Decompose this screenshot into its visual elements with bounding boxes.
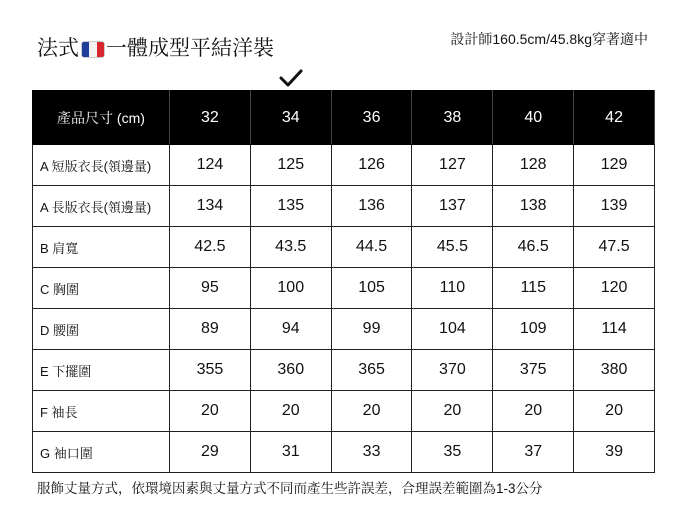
table-cell: 138 — [493, 186, 574, 227]
size-header-38: 38 — [412, 91, 493, 145]
table-cell: 42.5 — [170, 227, 251, 268]
row-label: C 胸圍 — [33, 268, 170, 309]
table-cell: 89 — [170, 309, 251, 350]
table-cell: 126 — [331, 145, 412, 186]
table-cell: 124 — [170, 145, 251, 186]
table-cell: 375 — [493, 350, 574, 391]
table-cell: 35 — [412, 432, 493, 473]
table-cell: 47.5 — [574, 227, 655, 268]
table-cell: 46.5 — [493, 227, 574, 268]
table-cell: 43.5 — [250, 227, 331, 268]
france-flag-icon — [82, 42, 104, 57]
table-row — [33, 186, 655, 227]
table-cell: 20 — [493, 391, 574, 432]
table-cell: 95 — [170, 268, 251, 309]
table-cell: 120 — [574, 268, 655, 309]
checkmark-icon — [277, 66, 305, 90]
table-cell: 20 — [412, 391, 493, 432]
table-cell: 355 — [170, 350, 251, 391]
table-cell: 31 — [250, 432, 331, 473]
size-header-34: 34 — [250, 91, 331, 145]
table-cell: 105 — [331, 268, 412, 309]
row-label: A 短版衣長(領邊量) — [33, 145, 170, 186]
table-cell: 127 — [412, 145, 493, 186]
table-cell: 37 — [493, 432, 574, 473]
table-cell: 104 — [412, 309, 493, 350]
table-row — [33, 309, 655, 350]
size-chart-table — [32, 90, 655, 473]
table-cell: 20 — [574, 391, 655, 432]
header-label: 產品尺寸 (cm) — [33, 91, 170, 145]
size-header-36: 36 — [331, 91, 412, 145]
table-cell: 45.5 — [412, 227, 493, 268]
table-cell: 134 — [170, 186, 251, 227]
size-header-row — [33, 91, 655, 145]
table-cell: 20 — [331, 391, 412, 432]
table-cell: 380 — [574, 350, 655, 391]
table-cell: 110 — [412, 268, 493, 309]
model-fit-note: 設計師160.5cm/45.8kg穿著適中 — [450, 31, 648, 47]
table-cell: 100 — [250, 268, 331, 309]
row-label: E 下擺圍 — [33, 350, 170, 391]
table-cell: 135 — [250, 186, 331, 227]
table-row — [33, 268, 655, 309]
table-row — [33, 145, 655, 186]
table-cell: 109 — [493, 309, 574, 350]
row-label: G 袖口圍 — [33, 432, 170, 473]
table-cell: 33 — [331, 432, 412, 473]
row-label: A 長版衣長(領邊量) — [33, 186, 170, 227]
row-label: D 腰圍 — [33, 309, 170, 350]
table-row — [33, 227, 655, 268]
table-cell: 20 — [170, 391, 251, 432]
table-cell: 137 — [412, 186, 493, 227]
table-cell: 128 — [493, 145, 574, 186]
page-title — [37, 36, 274, 62]
size-header-42: 42 — [574, 91, 655, 145]
table-cell: 115 — [493, 268, 574, 309]
table-cell: 20 — [250, 391, 331, 432]
table-cell: 29 — [170, 432, 251, 473]
title-product-name: 一體成型平結洋裝 — [106, 37, 274, 60]
size-header-32: 32 — [170, 91, 251, 145]
table-cell: 125 — [250, 145, 331, 186]
row-label: B 肩寬 — [33, 227, 170, 268]
table-cell: 139 — [574, 186, 655, 227]
table-cell: 360 — [250, 350, 331, 391]
table-cell: 129 — [574, 145, 655, 186]
title-prefix: 法式 — [37, 37, 79, 60]
row-label: F 袖長 — [33, 391, 170, 432]
table-cell: 370 — [412, 350, 493, 391]
table-cell: 39 — [574, 432, 655, 473]
table-cell: 94 — [250, 309, 331, 350]
table-cell: 136 — [331, 186, 412, 227]
table-cell: 114 — [574, 309, 655, 350]
table-cell: 44.5 — [331, 227, 412, 268]
size-header-40: 40 — [493, 91, 574, 145]
table-row — [33, 432, 655, 473]
table-cell: 99 — [331, 309, 412, 350]
table-cell: 365 — [331, 350, 412, 391]
table-row — [33, 350, 655, 391]
table-row — [33, 391, 655, 432]
measurement-footnote: 服飾丈量方式，依環境因素與丈量方式不同而產生些許誤差，合理誤差範圍為1-3公分 — [37, 481, 543, 496]
